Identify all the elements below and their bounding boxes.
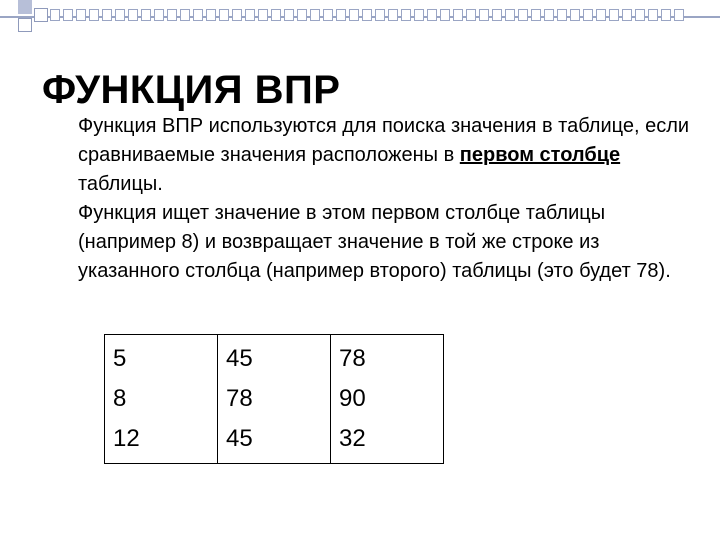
decorative-square [154, 9, 164, 21]
decorative-square [466, 9, 476, 21]
decorative-square [414, 9, 424, 21]
table-cell: 45 [218, 419, 331, 464]
decorative-square [76, 9, 86, 21]
decorative-square-filled [18, 0, 32, 14]
decorative-square [245, 9, 255, 21]
decorative-square [284, 9, 294, 21]
paragraph-text: таблицы. [78, 173, 163, 195]
decorative-square [50, 9, 60, 21]
decorative-square [531, 9, 541, 21]
decorative-square [544, 9, 554, 21]
decorative-square [89, 9, 99, 21]
decorative-square [232, 9, 242, 21]
decorative-square-outline [18, 18, 32, 32]
table-row [105, 419, 444, 464]
decorative-square [297, 9, 307, 21]
paragraph-text: Функция ВПР используются для поиска значения в таблице, если сравниваемые значения расположены в [78, 115, 690, 166]
decorative-square [648, 9, 658, 21]
decorative-square [63, 9, 73, 21]
table-cell: 45 [218, 335, 331, 380]
decorative-square [102, 9, 112, 21]
decorative-square [427, 9, 437, 21]
decorative-square [505, 9, 515, 21]
decorative-square [440, 9, 450, 21]
table-cell: 8 [105, 379, 218, 419]
table-cell: 90 [331, 379, 444, 419]
decorative-square [661, 9, 671, 21]
decorative-square [206, 9, 216, 21]
decorative-square [141, 9, 151, 21]
decorative-square [453, 9, 463, 21]
decorative-square [323, 9, 333, 21]
paragraph-text: Функция ищет значение в этом первом столбце таблицы (например 8) и возвращает значение в той же строке из указанного столбца (например второго) таблицы (это будет 78). [78, 202, 671, 282]
decorative-square [336, 9, 346, 21]
table-cell: 32 [331, 419, 444, 464]
decorative-square [362, 9, 372, 21]
slide-title: ФУНКЦИЯ ВПР [42, 68, 341, 112]
decorative-square [557, 9, 567, 21]
decorative-square [596, 9, 606, 21]
decorative-square-outline [34, 8, 48, 22]
table-cell: 78 [218, 379, 331, 419]
decorative-square [479, 9, 489, 21]
decorative-square [492, 9, 502, 21]
decorative-square [570, 9, 580, 21]
decorative-square [258, 9, 268, 21]
example-table [104, 334, 444, 464]
table-row [105, 379, 444, 419]
decorative-square [674, 9, 684, 21]
decorative-square [622, 9, 632, 21]
decorative-square [388, 9, 398, 21]
table-cell: 78 [331, 335, 444, 380]
decorative-square-row [50, 9, 684, 21]
decorative-square [635, 9, 645, 21]
decorative-square [349, 9, 359, 21]
decorative-square [167, 9, 177, 21]
decorative-square [310, 9, 320, 21]
decorative-square [193, 9, 203, 21]
decorative-square [128, 9, 138, 21]
table-cell: 12 [105, 419, 218, 464]
decorative-square [115, 9, 125, 21]
emphasized-text: первом столбце [459, 144, 621, 166]
decorative-square [180, 9, 190, 21]
slide-body [78, 112, 698, 286]
decorative-square [271, 9, 281, 21]
table-cell: 5 [105, 335, 218, 380]
decorative-square [375, 9, 385, 21]
decorative-square [401, 9, 411, 21]
decorative-square [609, 9, 619, 21]
decorative-square [518, 9, 528, 21]
decorative-square [583, 9, 593, 21]
decorative-square [219, 9, 229, 21]
table-row [105, 335, 444, 380]
